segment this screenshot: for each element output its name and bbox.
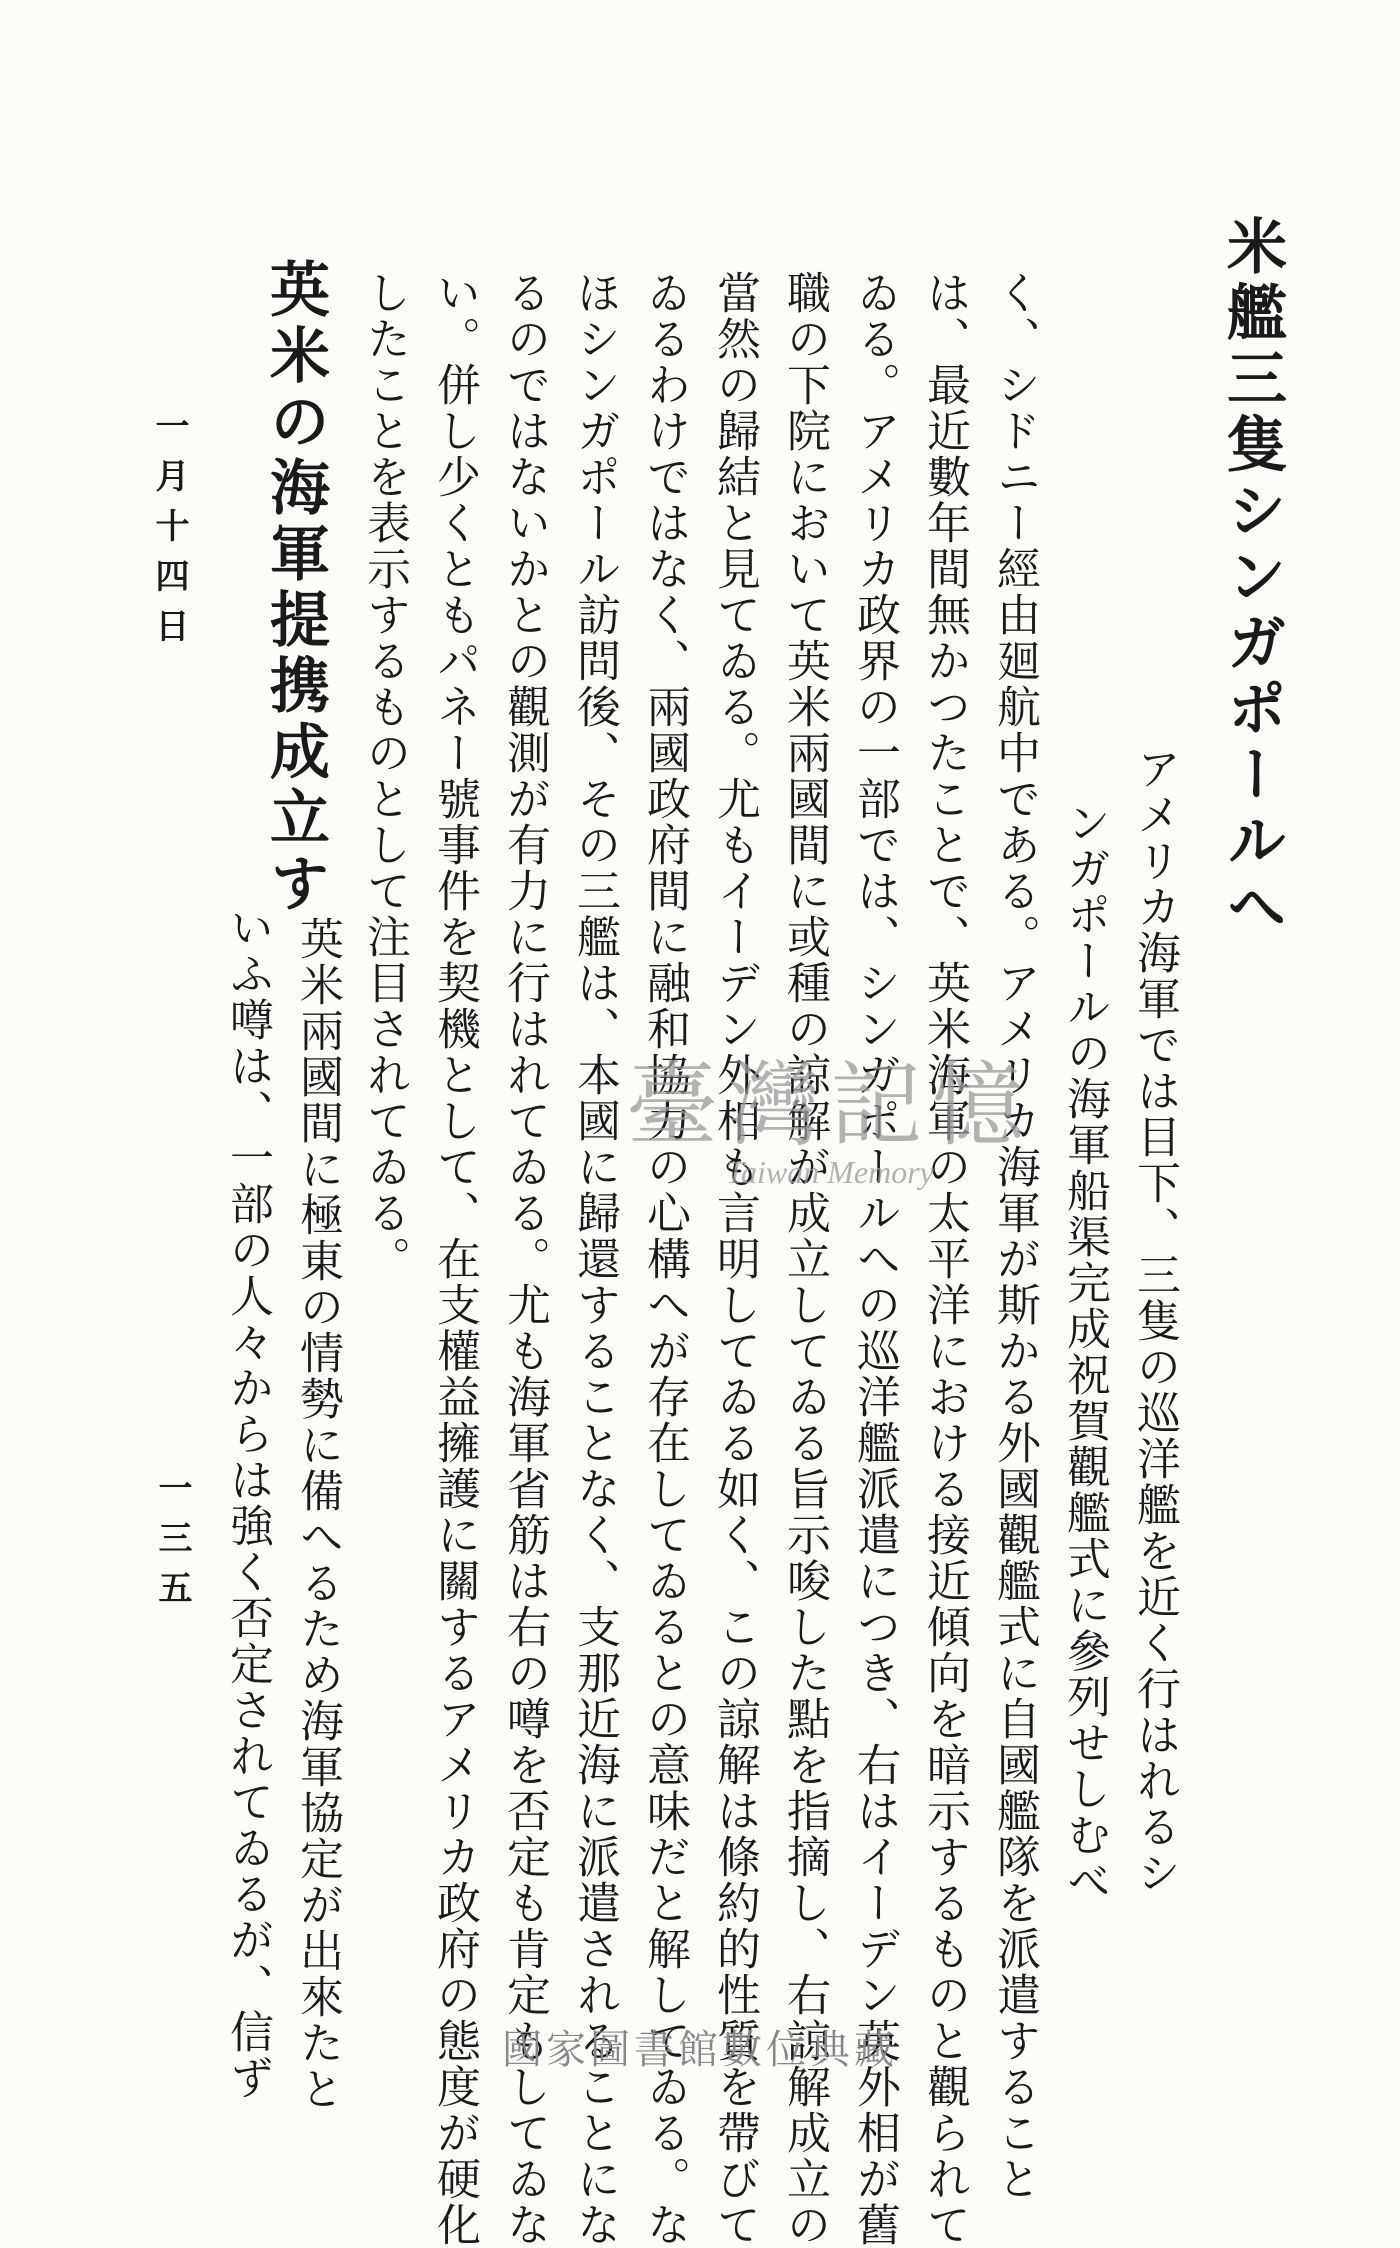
watermark-en: Taiwan Memory — [726, 1154, 934, 1190]
page-date: 一月十四日 — [149, 408, 189, 658]
article1-line-12: したことを表示するものとして注目されてゐる。 — [359, 270, 410, 1282]
article1-line-2: ンガポールの海軍船渠完成祝賀觀艦式に參列せしむべ — [1059, 800, 1110, 1904]
article2-line-1: 英米兩國間に極東の情勢に備へるため海軍協定が出來たと — [292, 870, 343, 2112]
article2-title: 英米の海軍提携成立す — [260, 258, 330, 918]
article1-line-8: ゐるわけではなく、兩國政府間に融和協力の心構へが存在してゐるとの意味だと解してゐる。な — [639, 270, 690, 2248]
footer-credit: 國家圖書館數位典藏 — [502, 2027, 898, 2073]
article1-line-6: 職の下院において英米兩國間に或種の諒解が成立してゐる旨示唆した點を指摘し、右諒解成立の — [779, 270, 830, 2248]
article1-line-10: るのではないかとの觀測が有力に行はれてゐる。尤も海軍省筋は右の噂を否定も肯定もしてゐな — [499, 270, 550, 2248]
page-number: 一三五 — [152, 1470, 192, 1620]
watermark-cjk: 臺灣記憶 — [625, 1052, 1034, 1159]
article1-line-11: い。併し少くともパネー號事件を契機として、在支權益擁護に關するアメリカ政府の態度が硬化 — [429, 270, 480, 2248]
article1-line-4: は、最近數年間無かつたことで、英米海軍の太平洋における接近傾向を暗示するものと觀られて — [919, 270, 970, 2248]
article1-line-3: く、シドニー經由廻航中である。アメリカ海軍が斯かる外國觀艦式に自國艦隊を派遣すること — [989, 270, 1040, 2202]
article1-line-5: ゐる。アメリカ政界の一部では、シンガポールへの巡洋艦派遣につき、右はイーデン英外相が舊 — [849, 270, 900, 2248]
article1-title: 米艦三隻シンガポールへ — [1217, 215, 1287, 941]
article2-line-2: いふ噂は、一部の人々からは強く否定されてゐるが、信ず — [222, 905, 273, 2101]
article1-line-7: 當然の歸結と見てゐる。尤もイーデン外相も言明してゐる如く、この諒解は條約的性質を帶びて — [709, 270, 760, 2248]
article1-line-9: ほシンガポール訪問後、その三艦は、本國に歸還することなく、支那近海に派遣されることにな — [569, 270, 620, 2248]
watermark — [570, 1052, 1090, 1210]
article1-line-1: アメリカ海軍では目下、三隻の巡洋艦を近く行はれるシ — [1129, 700, 1180, 1896]
